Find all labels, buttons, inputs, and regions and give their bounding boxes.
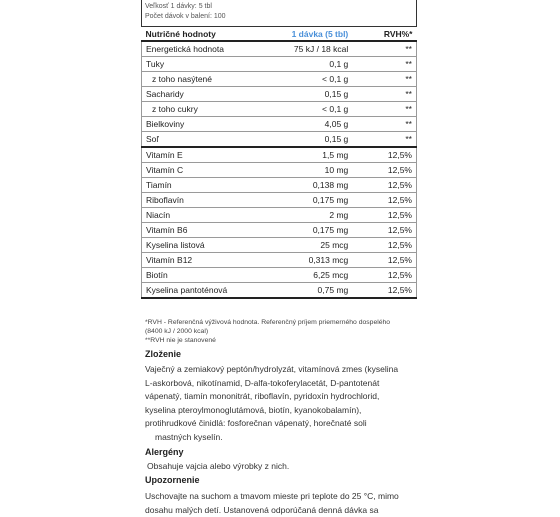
row-name: Vitamín E (142, 147, 260, 163)
row-value: 4,05 g (259, 117, 362, 132)
table-row (142, 132, 417, 148)
table-row (142, 163, 417, 178)
row-value: 0,138 mg (259, 178, 362, 193)
composition-line: protihrudkové činidlá: fosforečnan vápenatý, horečnaté soli (145, 417, 417, 431)
row-name: Biotín (142, 268, 260, 283)
table-row (142, 178, 417, 193)
row-value: 25 mcg (259, 238, 362, 253)
row-value: 1,5 mg (259, 147, 362, 163)
row-name: Vitamín B6 (142, 223, 260, 238)
row-rvh: 12,5% (362, 178, 416, 193)
row-name: Soľ (142, 132, 260, 148)
composition-heading: Zloženie (145, 349, 181, 359)
table-row (142, 147, 417, 163)
row-value: 0,313 mcg (259, 253, 362, 268)
row-value: 0,1 g (259, 57, 362, 72)
row-rvh: 12,5% (362, 193, 416, 208)
row-name: Tuky (142, 57, 260, 72)
row-name: z toho cukry (142, 102, 260, 117)
row-rvh: 12,5% (362, 253, 416, 268)
composition-line: vápenatý, tiamín mononitrát, riboflavín, pyridoxín hydrochlorid, (145, 390, 417, 404)
table-row (142, 283, 417, 299)
row-name: Niacín (142, 208, 260, 223)
row-value: 0,75 mg (259, 283, 362, 299)
row-name: z toho nasýtené (142, 72, 260, 87)
row-rvh: ** (362, 87, 416, 102)
row-name: Kyselina listová (142, 238, 260, 253)
row-name: Vitamín C (142, 163, 260, 178)
row-name: Riboflavín (142, 193, 260, 208)
row-value: 2 mg (259, 208, 362, 223)
row-value: 75 kJ / 18 kcal (259, 41, 362, 57)
composition-line: kyselina pteroylmonoglutámová, biotín, kyanokobalamín), (145, 404, 417, 418)
serving-size: Veľkosť 1 dávky: 5 tbl (145, 2, 212, 11)
row-rvh: ** (362, 102, 416, 117)
header-nutrients: Nutričné hodnoty (142, 27, 260, 41)
warning-text (145, 490, 417, 517)
table-row (142, 238, 417, 253)
rvh-footnote (145, 318, 415, 345)
allergens-heading: Alergény (145, 447, 184, 457)
row-rvh: ** (362, 132, 416, 148)
row-rvh: 12,5% (362, 283, 416, 299)
row-name: Tiamín (142, 178, 260, 193)
composition-text (145, 363, 417, 444)
table-row (142, 57, 417, 72)
row-rvh: ** (362, 57, 416, 72)
row-rvh: ** (362, 41, 416, 57)
row-rvh: 12,5% (362, 147, 416, 163)
composition-line: mastných kyselín. (145, 431, 417, 445)
table-row (142, 223, 417, 238)
table-row (142, 253, 417, 268)
header-serving: 1 dávka (5 tbl) (259, 27, 362, 41)
composition-line: L-askorbová, nikotínamid, D-alfa-tokoferylacetát, D-pantotenát (145, 377, 417, 391)
row-value: < 0,1 g (259, 102, 362, 117)
table-row (142, 268, 417, 283)
table-row (142, 102, 417, 117)
servings-per-pack: Počet dávok v balení: 100 (145, 12, 226, 21)
row-name: Energetická hodnota (142, 41, 260, 57)
table-header (142, 27, 417, 41)
row-value: 0,15 g (259, 87, 362, 102)
table-row (142, 72, 417, 87)
row-value: 10 mg (259, 163, 362, 178)
row-value: 0,175 mg (259, 223, 362, 238)
row-rvh: 12,5% (362, 208, 416, 223)
rvh-footnote-line1: *RVH - Referenčná výživová hodnota. Referenčný príjem priemerného dospelého (145, 318, 415, 327)
row-rvh: 12,5% (362, 223, 416, 238)
table-row (142, 87, 417, 102)
nutrition-table (141, 27, 417, 299)
table-row (142, 41, 417, 57)
row-rvh: ** (362, 117, 416, 132)
row-value: < 0,1 g (259, 72, 362, 87)
row-name: Sacharidy (142, 87, 260, 102)
table-row (142, 208, 417, 223)
warning-line: dosahu malých detí. Ustanovená odporúčaná denná dávka sa (145, 504, 417, 517)
rvh-not-set-note: **RVH nie je stanovené (145, 336, 415, 345)
table-row (142, 117, 417, 132)
row-rvh: 12,5% (362, 268, 416, 283)
row-rvh: ** (362, 72, 416, 87)
header-rvh: RVH%* (362, 27, 416, 41)
rvh-footnote-line2: (8400 kJ / 2000 kcal) (145, 327, 415, 336)
row-value: 6,25 mcg (259, 268, 362, 283)
row-rvh: 12,5% (362, 238, 416, 253)
row-rvh: 12,5% (362, 163, 416, 178)
row-name: Kyselina pantoténová (142, 283, 260, 299)
row-value: 0,15 g (259, 132, 362, 148)
table-row (142, 193, 417, 208)
row-name: Vitamín B12 (142, 253, 260, 268)
warning-heading: Upozornenie (145, 475, 200, 485)
warning-line: Uschovajte na suchom a tmavom mieste pri teplote do 25 °C, mimo (145, 490, 417, 504)
row-name: Bielkoviny (142, 117, 260, 132)
allergens-text: Obsahuje vajcia alebo výrobky z nich. (147, 460, 419, 474)
row-value: 0,175 mg (259, 193, 362, 208)
composition-line: Vaječný a zemiakový peptón/hydrolyzát, vitamínová zmes (kyselina (145, 363, 417, 377)
